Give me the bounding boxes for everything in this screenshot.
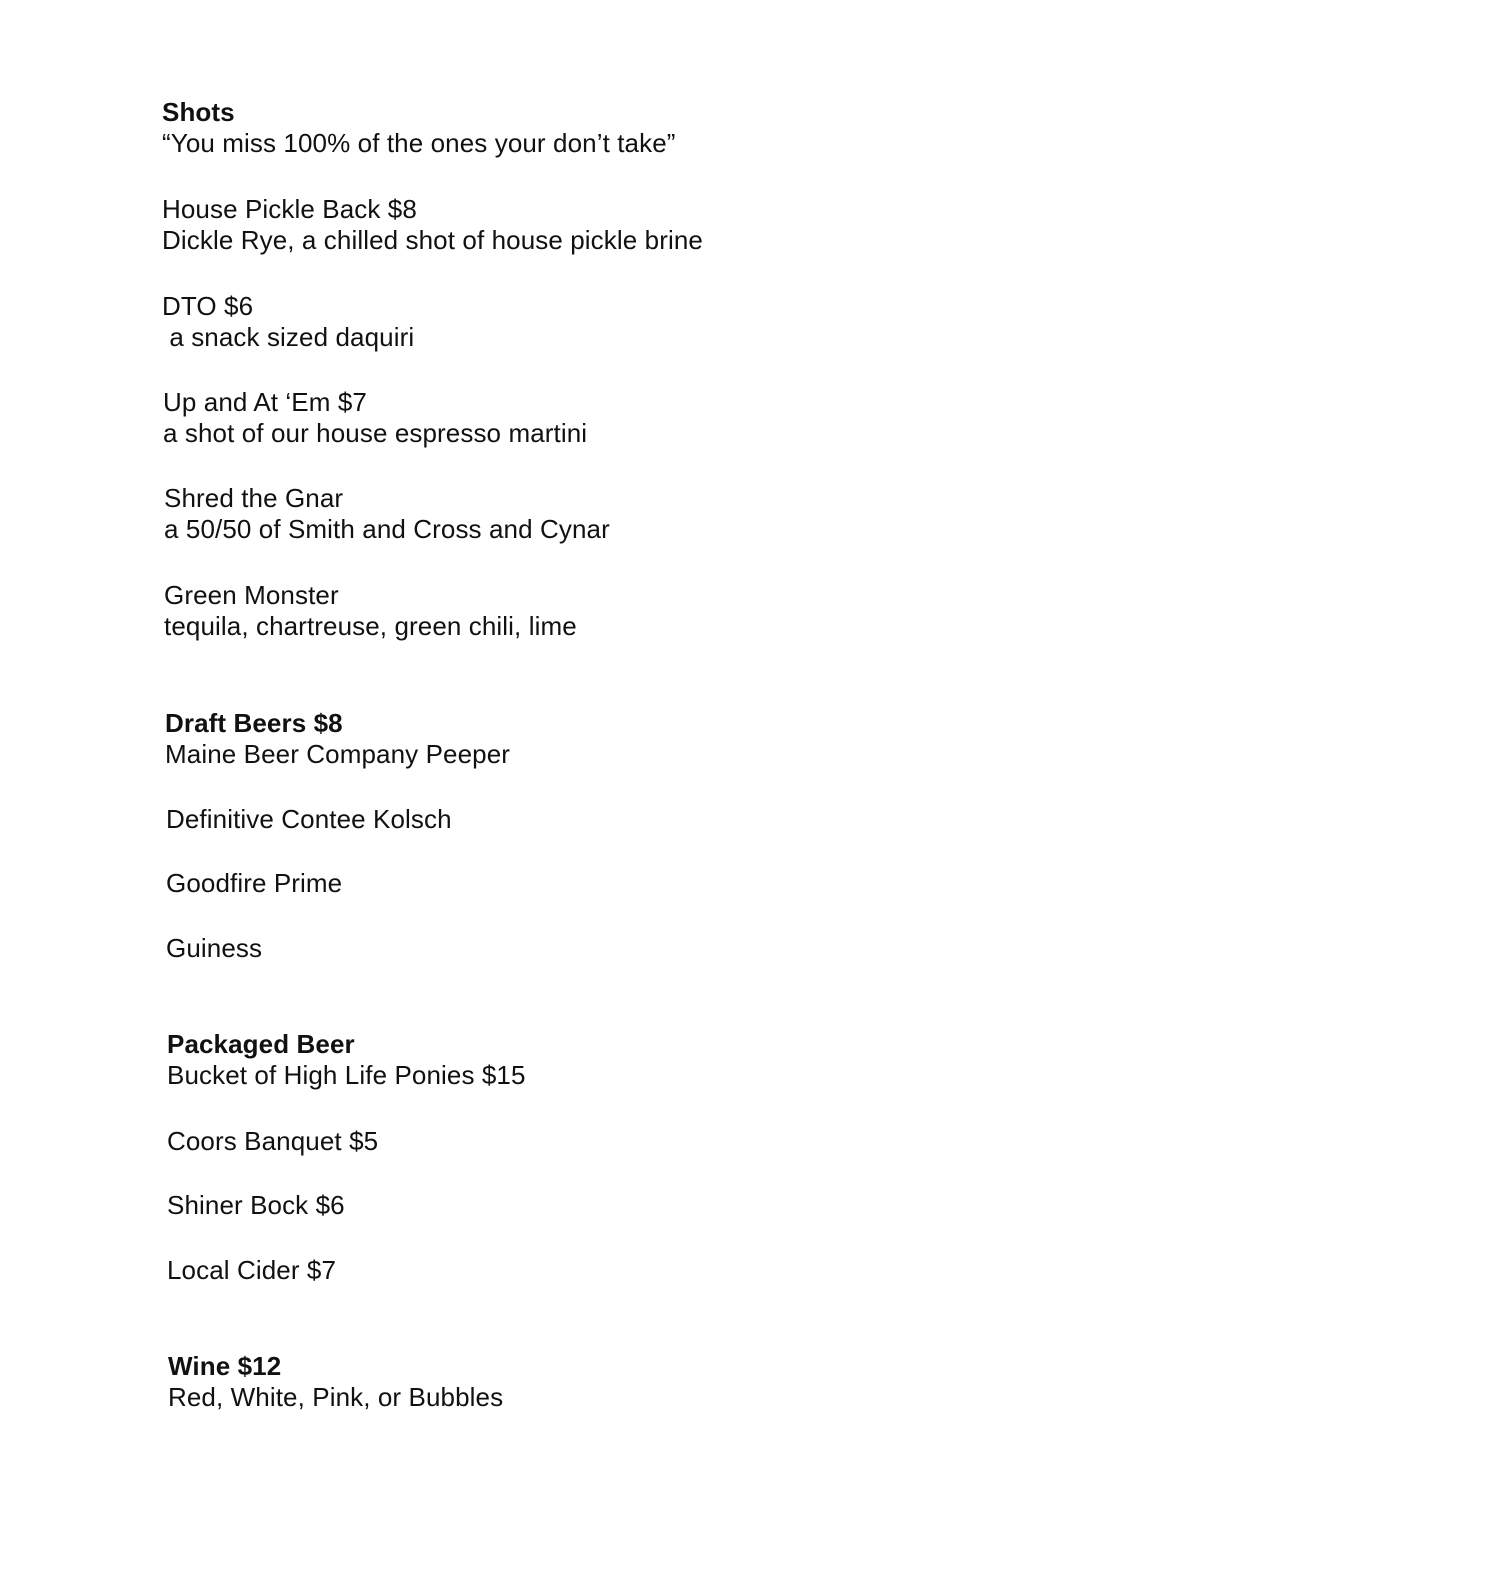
shot-item-desc: a shot of our house espresso martini xyxy=(163,418,588,448)
packaged-beer-item: Shiner Bock $6 xyxy=(167,1190,345,1220)
shot-item-name: Green Monster xyxy=(164,580,339,610)
shot-item-name: Shred the Gnar xyxy=(164,483,344,513)
wine-desc: Red, White, Pink, or Bubbles xyxy=(168,1382,504,1412)
draft-beer-item: Definitive Contee Kolsch xyxy=(166,804,452,834)
shot-item-name: DTO $6 xyxy=(162,291,254,321)
shots-heading: Shots xyxy=(162,97,235,127)
wine-heading: Wine $12 xyxy=(168,1351,282,1381)
shot-item-desc: tequila, chartreuse, green chili, lime xyxy=(164,611,577,641)
draft-beer-item: Maine Beer Company Peeper xyxy=(165,739,511,769)
draft-beers-heading: Draft Beers $8 xyxy=(165,708,343,738)
shots-tagline: “You miss 100% of the ones your don’t take” xyxy=(162,128,676,158)
draft-beer-item: Goodfire Prime xyxy=(166,868,343,898)
packaged-beer-item: Local Cider $7 xyxy=(167,1255,337,1285)
shot-item-desc: Dickle Rye, a chilled shot of house pickle brine xyxy=(162,225,703,255)
packaged-beer-item: Coors Banquet $5 xyxy=(167,1126,379,1156)
packaged-beer-heading: Packaged Beer xyxy=(167,1029,355,1059)
draft-beer-item: Guiness xyxy=(166,933,263,963)
shot-item-name: House Pickle Back $8 xyxy=(162,194,417,224)
shot-item-name: Up and At ‘Em $7 xyxy=(163,387,367,417)
shot-item-desc: a 50/50 of Smith and Cross and Cynar xyxy=(164,514,610,544)
shot-item-desc: a snack sized daquiri xyxy=(162,322,415,352)
packaged-beer-item: Bucket of High Life Ponies $15 xyxy=(167,1060,526,1090)
